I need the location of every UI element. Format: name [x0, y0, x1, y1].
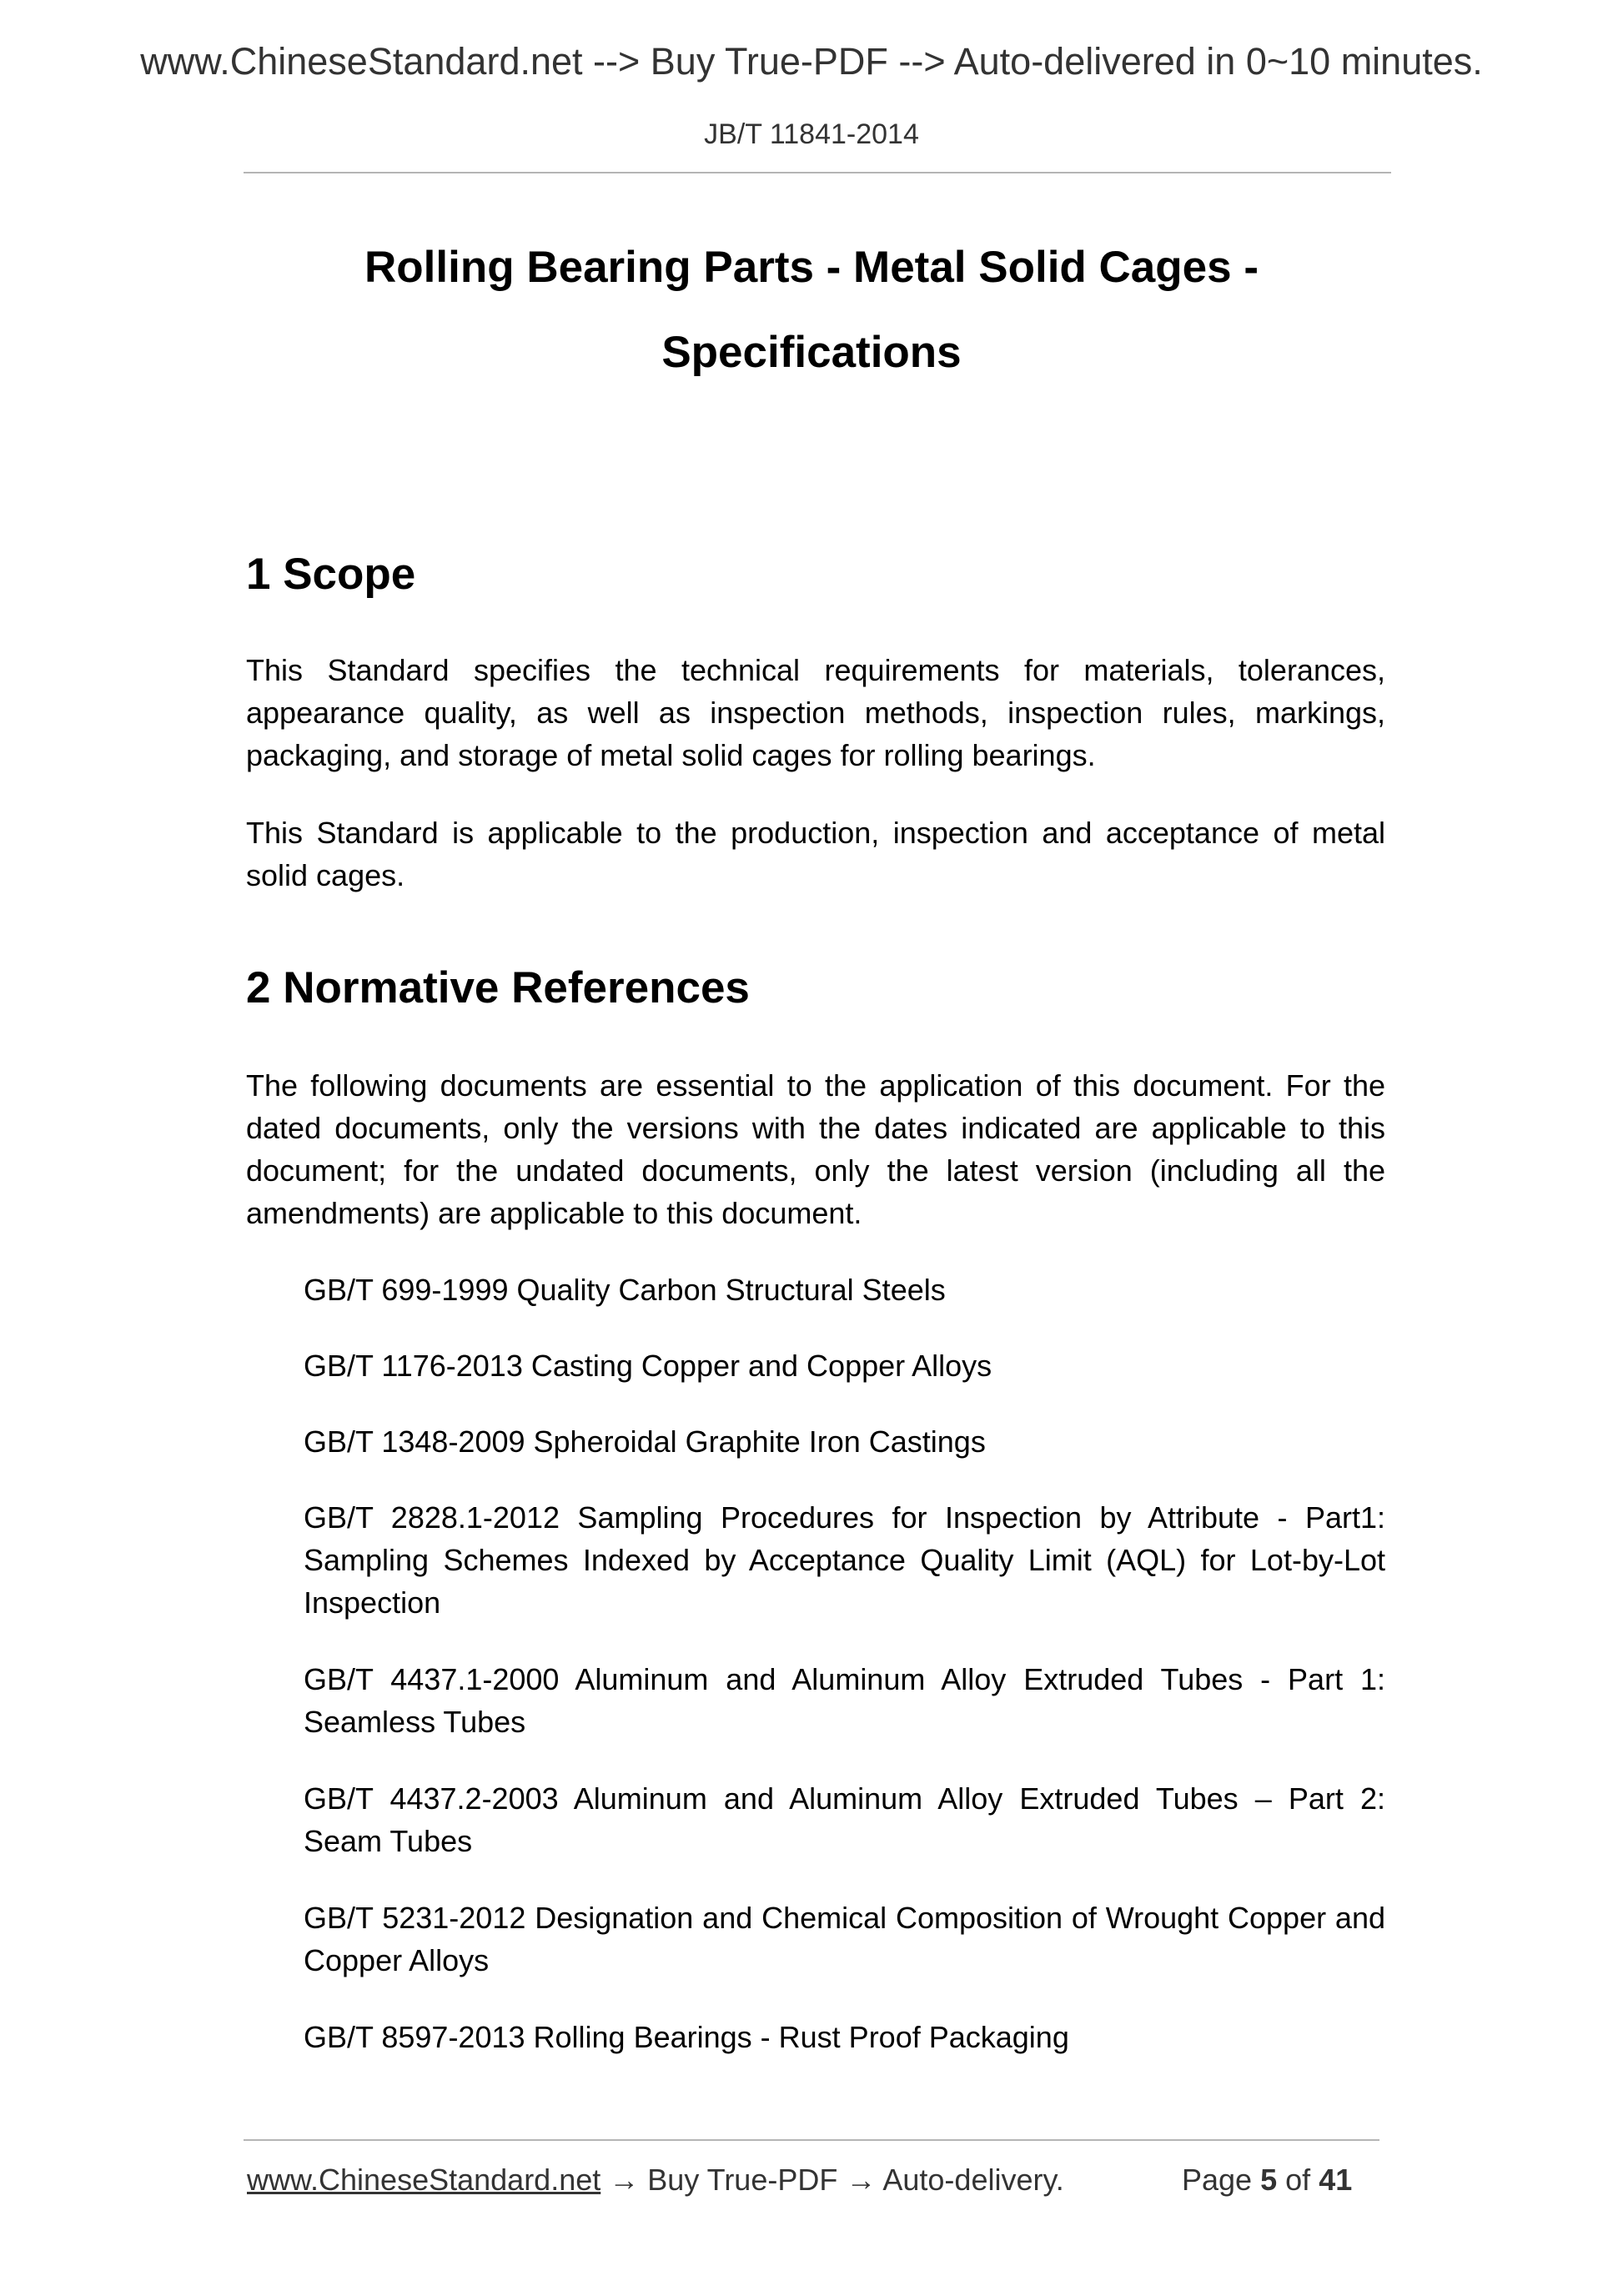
footer-site-link[interactable]: www.ChineseStandard.net	[247, 2163, 601, 2197]
section-heading-normative-references: 2 Normative References	[246, 963, 750, 1012]
reference-item: GB/T 699-1999 Quality Carbon Structural Steels	[304, 1273, 946, 1307]
reference-item: GB/T 1176-2013 Casting Copper and Copper Alloys	[304, 1349, 992, 1383]
reference-item: GB/T 8597-2013 Rolling Bearings - Rust Proof Packaging	[304, 2020, 1069, 2054]
reference-item: GB/T 5231-2012 Designation and Chemical Composition of Wrought Copper and Copper Alloys	[304, 1901, 1385, 1977]
document-number: JB/T 11841-2014	[704, 118, 919, 150]
scope-paragraph-1: This Standard specifies the technical requirements for materials, tolerances, appearance quality, as well as inspection methods, inspection rules, markings, packaging, and storage of metal solid cages for rolling bearings.	[246, 653, 1385, 772]
page-indicator	[1182, 2163, 1352, 2198]
footer-buy-text: Buy True-PDF	[647, 2163, 838, 2197]
arrow-right-icon: →	[846, 2163, 877, 2197]
arrow-right-icon: →	[609, 2163, 640, 2197]
top-banner: www.ChineseStandard.net --> Buy True-PDF --> Auto-delivered in 0~10 minutes.	[140, 40, 1483, 83]
header-divider	[244, 172, 1391, 173]
reference-item: GB/T 1348-2009 Spheroidal Graphite Iron Castings	[304, 1424, 986, 1459]
reference-item: GB/T 2828.1-2012 Sampling Procedures for Inspection by Attribute - Part1: Sampling Schemes Indexed by Acceptance Quality Limit (AQL) for Lot-by-Lot Inspection	[304, 1500, 1385, 1620]
document-title-line2: Specifications	[661, 328, 962, 377]
footer-divider	[244, 2139, 1379, 2141]
scope-paragraph-2: This Standard is applicable to the production, inspection and acceptance of metal solid cages.	[246, 816, 1385, 892]
page-number: 5	[1260, 2163, 1278, 2197]
section-heading-scope: 1 Scope	[246, 550, 416, 599]
reference-item: GB/T 4437.1-2000 Aluminum and Aluminum Alloy Extruded Tubes - Part 1: Seamless Tubes	[304, 1662, 1385, 1739]
document-title-line1: Rolling Bearing Parts - Metal Solid Cages -	[364, 243, 1259, 292]
of-label: of	[1285, 2163, 1311, 2197]
references-intro-paragraph: The following documents are essential to the application of this document. For the dated documents, only the versions with the dates indicated are applicable to this document; for the undated documents, only the latest version (including all the amendments) are applicable to this document.	[246, 1068, 1385, 1230]
footer-left	[247, 2163, 1064, 2198]
reference-item: GB/T 4437.2-2003 Aluminum and Aluminum Alloy Extruded Tubes – Part 2: Seam Tubes	[304, 1781, 1385, 1858]
total-pages: 41	[1319, 2163, 1353, 2197]
footer-delivery-text: Auto-delivery.	[882, 2163, 1064, 2197]
page-label: Page	[1182, 2163, 1253, 2197]
